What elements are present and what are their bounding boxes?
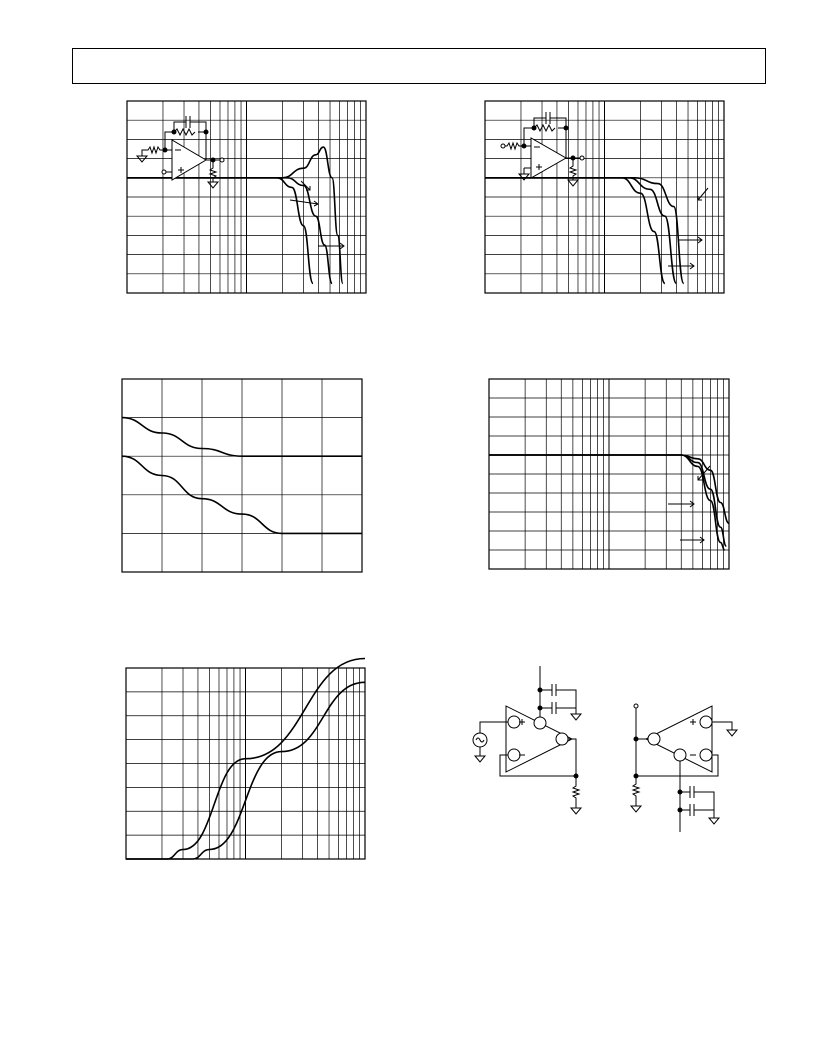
- chart-2-grid: [485, 101, 724, 293]
- chart-5-grid: [126, 668, 365, 859]
- test-circuit-right: [631, 704, 737, 832]
- test-circuit-left: [473, 666, 581, 814]
- chart-grids: [122, 101, 729, 859]
- chart-1-grid: [127, 101, 366, 293]
